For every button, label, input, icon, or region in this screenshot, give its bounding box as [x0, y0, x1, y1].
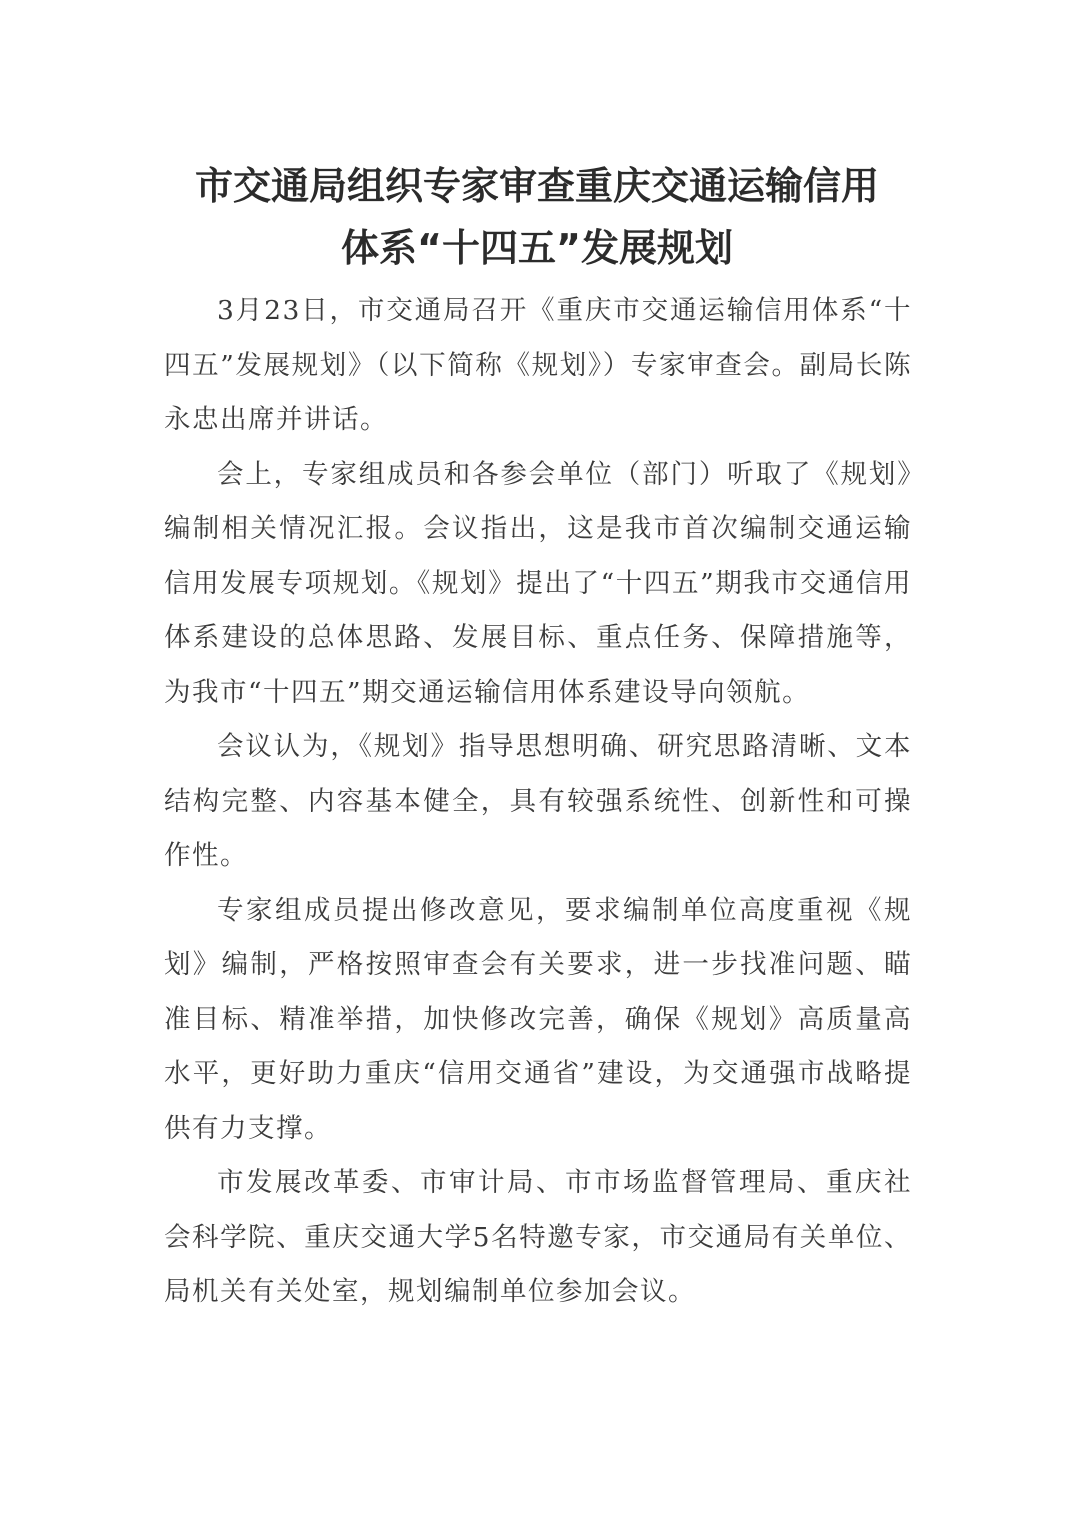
- document-title: [150, 155, 924, 279]
- document-body: [164, 284, 912, 1320]
- paragraph-expert-opinions: 专家组成员提出修改意见，要求编制单位高度重视《规划》编制，严格按照审查会有关要求，进一步找准问题、瞄准目标、精准举措，加快修改完善，确保《规划》高质量高水平，更好助力重庆“信用交通省”建设，为交通强市战略提供有力支撑。: [164, 894, 912, 1144]
- paragraph-attendees: 市发展改革委、市审计局、市市场监督管理局、重庆社会科学院、重庆交通大学5名特邀专家，市交通局有关单位、局机关有关处室，规划编制单位参加会议。: [164, 1167, 912, 1307]
- paragraph-assessment: 会议认为，《规划》指导思想明确、研究思路清晰、文本结构完整、内容基本健全，具有较强系统性、创新性和可操作性。: [164, 731, 912, 871]
- title-line-2: 体系“十四五”发展规划: [341, 226, 733, 271]
- paragraph-meeting-intro: 3月23日，市交通局召开《重庆市交通运输信用体系“十四五”发展规划》（以下简称《规划》）专家审查会。副局长陈永忠出席并讲话。: [164, 295, 912, 435]
- paragraph-report: 会上，专家组成员和各参会单位（部门）听取了《规划》编制相关情况汇报。会议指出，这是我市首次编制交通运输信用发展专项规划。《规划》提出了“十四五”期我市交通信用体系建设的总体思路、发展目标、重点任务、保障措施等，为我市“十四五”期交通运输信用体系建设导向领航。: [164, 458, 912, 708]
- title-line-1: 市交通局组织专家审查重庆交通运输信用: [194, 164, 879, 209]
